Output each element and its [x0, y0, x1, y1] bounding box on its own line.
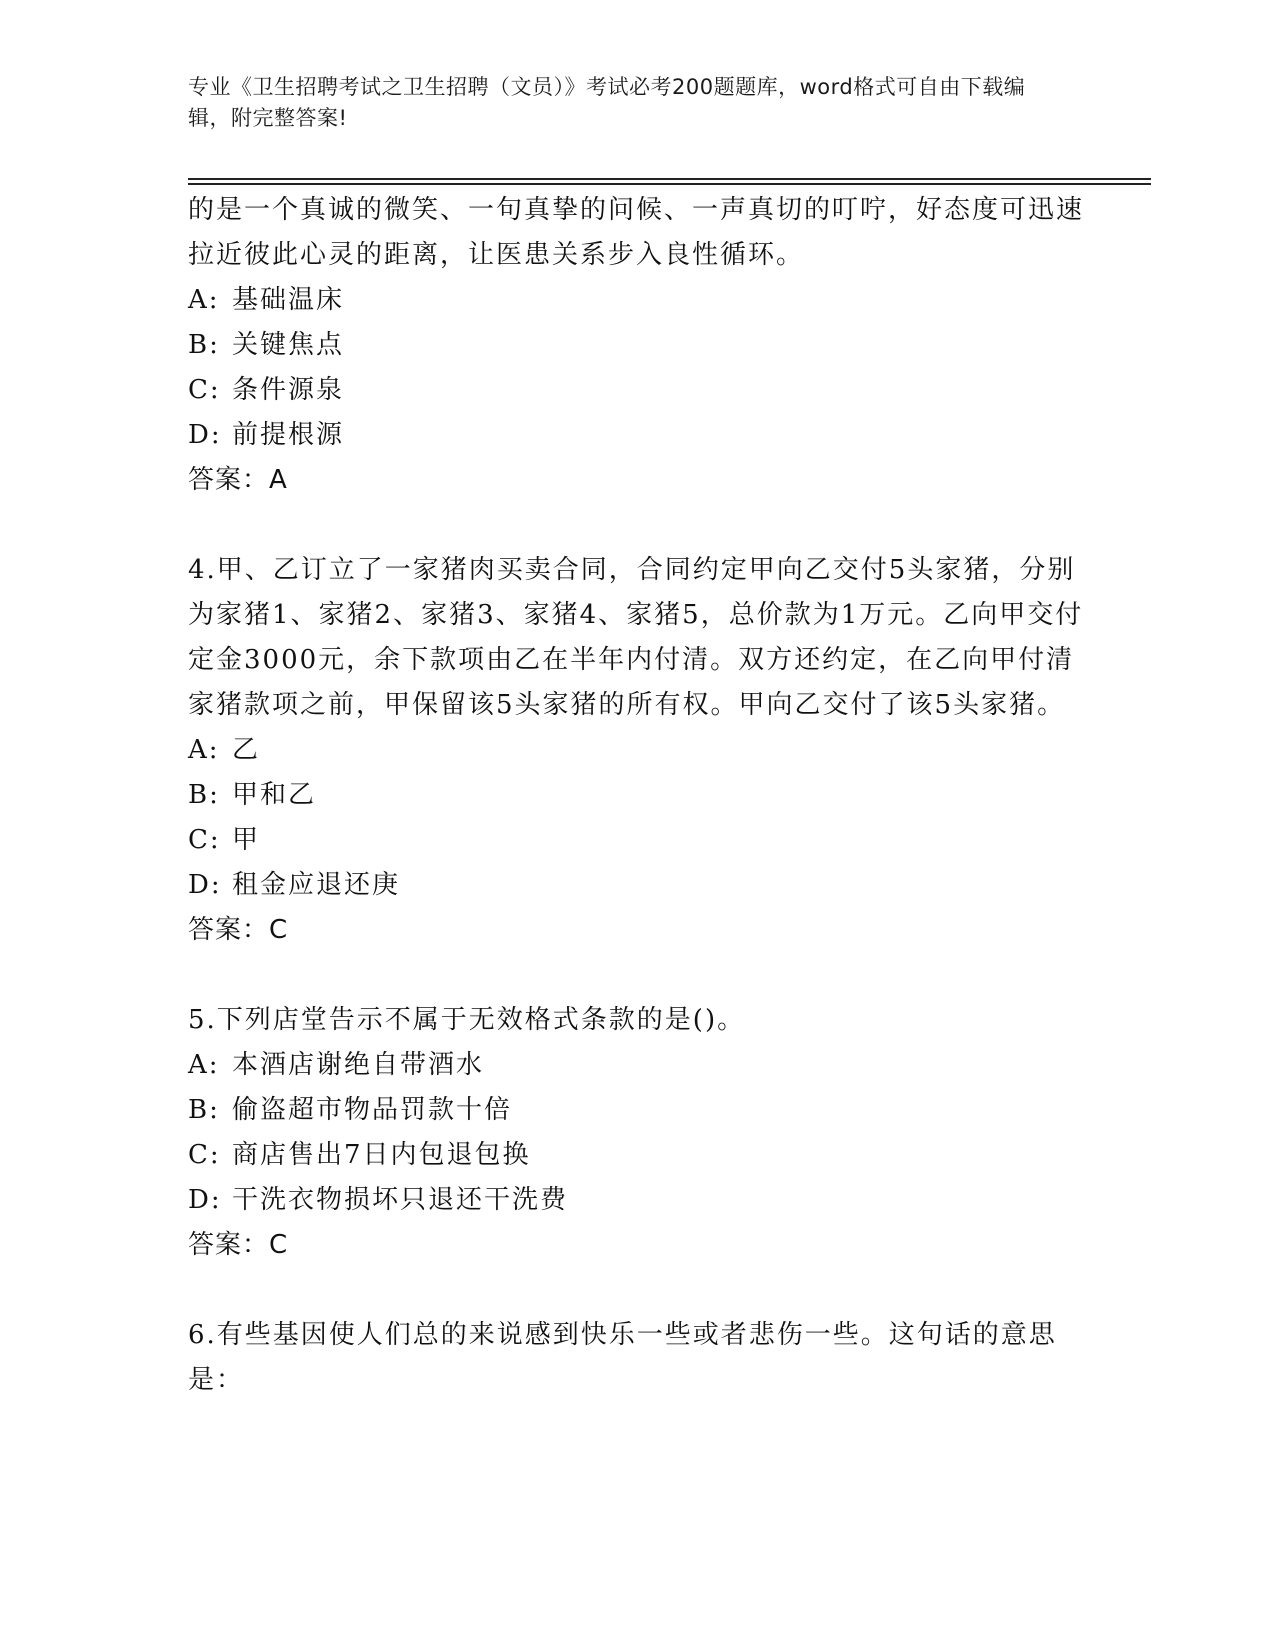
option-text: 偷盗超市物品罚款十倍 [232, 1095, 513, 1125]
option-text: 干洗衣物损坏只退还干洗费 [232, 1185, 569, 1215]
option-text: 甲 [232, 825, 261, 855]
question-6 [188, 1313, 1088, 1403]
spacer [188, 1268, 1088, 1313]
option-text: 条件源泉 [232, 375, 345, 405]
page-header: 专业《卫生招聘考试之卫生招聘（文员）》考试必考200题题库，word格式可自由下载编辑，附完整答案! [188, 75, 1026, 130]
option-text: 乙 [232, 735, 261, 765]
option-letter: A: [188, 735, 220, 765]
question-3-option-d [188, 413, 1088, 458]
option-text: 甲和乙 [232, 780, 317, 810]
option-text: 关键焦点 [232, 330, 345, 360]
option-letter: A: [188, 1050, 220, 1080]
option-letter: D: [188, 1185, 222, 1215]
option-text: 基础温床 [232, 285, 345, 315]
option-letter: A: [188, 285, 220, 315]
question-3-option-c [188, 368, 1088, 413]
option-letter: C: [188, 1140, 221, 1170]
question-5-option-a [188, 1043, 1088, 1088]
option-text: 前提根源 [232, 420, 345, 450]
document-body [188, 188, 1088, 1403]
question-4-option-c [188, 818, 1088, 863]
question-4-option-d [188, 863, 1088, 908]
header-divider-top [188, 178, 1151, 180]
option-letter: C: [188, 825, 221, 855]
question-5-stem: 5.下列店堂告示不属于无效格式条款的是()。 [188, 1005, 746, 1035]
question-4 [188, 548, 1088, 953]
option-letter: B: [188, 330, 220, 360]
question-5-answer: 答案：C [188, 1230, 289, 1260]
question-3-stem: 的是一个真诚的微笑、一句真挚的问候、一声真切的叮咛，好态度可迅速拉近彼此心灵的距离，让医患关系步入良性循环。 [188, 195, 1085, 270]
question-4-option-a [188, 728, 1088, 773]
question-4-stem: 4.甲、乙订立了一家猪肉买卖合同，合同约定甲向乙交付5头家猪，分别为家猪1、家猪2、家猪3、家猪4、家猪5，总价款为1万元。乙向甲交付定金3000元，余下款项由乙在半年内付清。双方还约定，在乙向甲付清家猪款项之前，甲保留该5头家猪的所有权。甲向乙交付了该5头家猪。 [188, 555, 1084, 720]
option-letter: B: [188, 780, 220, 810]
question-4-option-b [188, 773, 1088, 818]
header-divider-bottom [188, 183, 1151, 185]
option-letter: B: [188, 1095, 220, 1125]
question-5-option-c [188, 1133, 1088, 1178]
option-letter: D: [188, 870, 222, 900]
option-text: 商店售出7日内包退包换 [232, 1140, 531, 1170]
question-4-answer: 答案：C [188, 915, 289, 945]
option-letter: C: [188, 375, 221, 405]
spacer [188, 953, 1088, 998]
option-letter: D: [188, 420, 222, 450]
question-5 [188, 998, 1088, 1268]
option-text: 本酒店谢绝自带酒水 [232, 1050, 485, 1080]
question-3 [188, 188, 1088, 503]
question-5-option-b [188, 1088, 1088, 1133]
question-6-stem: 6.有些基因使人们总的来说感到快乐一些或者悲伤一些。这句话的意思是： [188, 1320, 1057, 1395]
question-3-option-b [188, 323, 1088, 368]
spacer [188, 503, 1088, 548]
question-3-answer: 答案：A [188, 465, 288, 495]
option-text: 租金应退还庚 [232, 870, 401, 900]
question-5-option-d [188, 1178, 1088, 1223]
question-3-option-a [188, 278, 1088, 323]
